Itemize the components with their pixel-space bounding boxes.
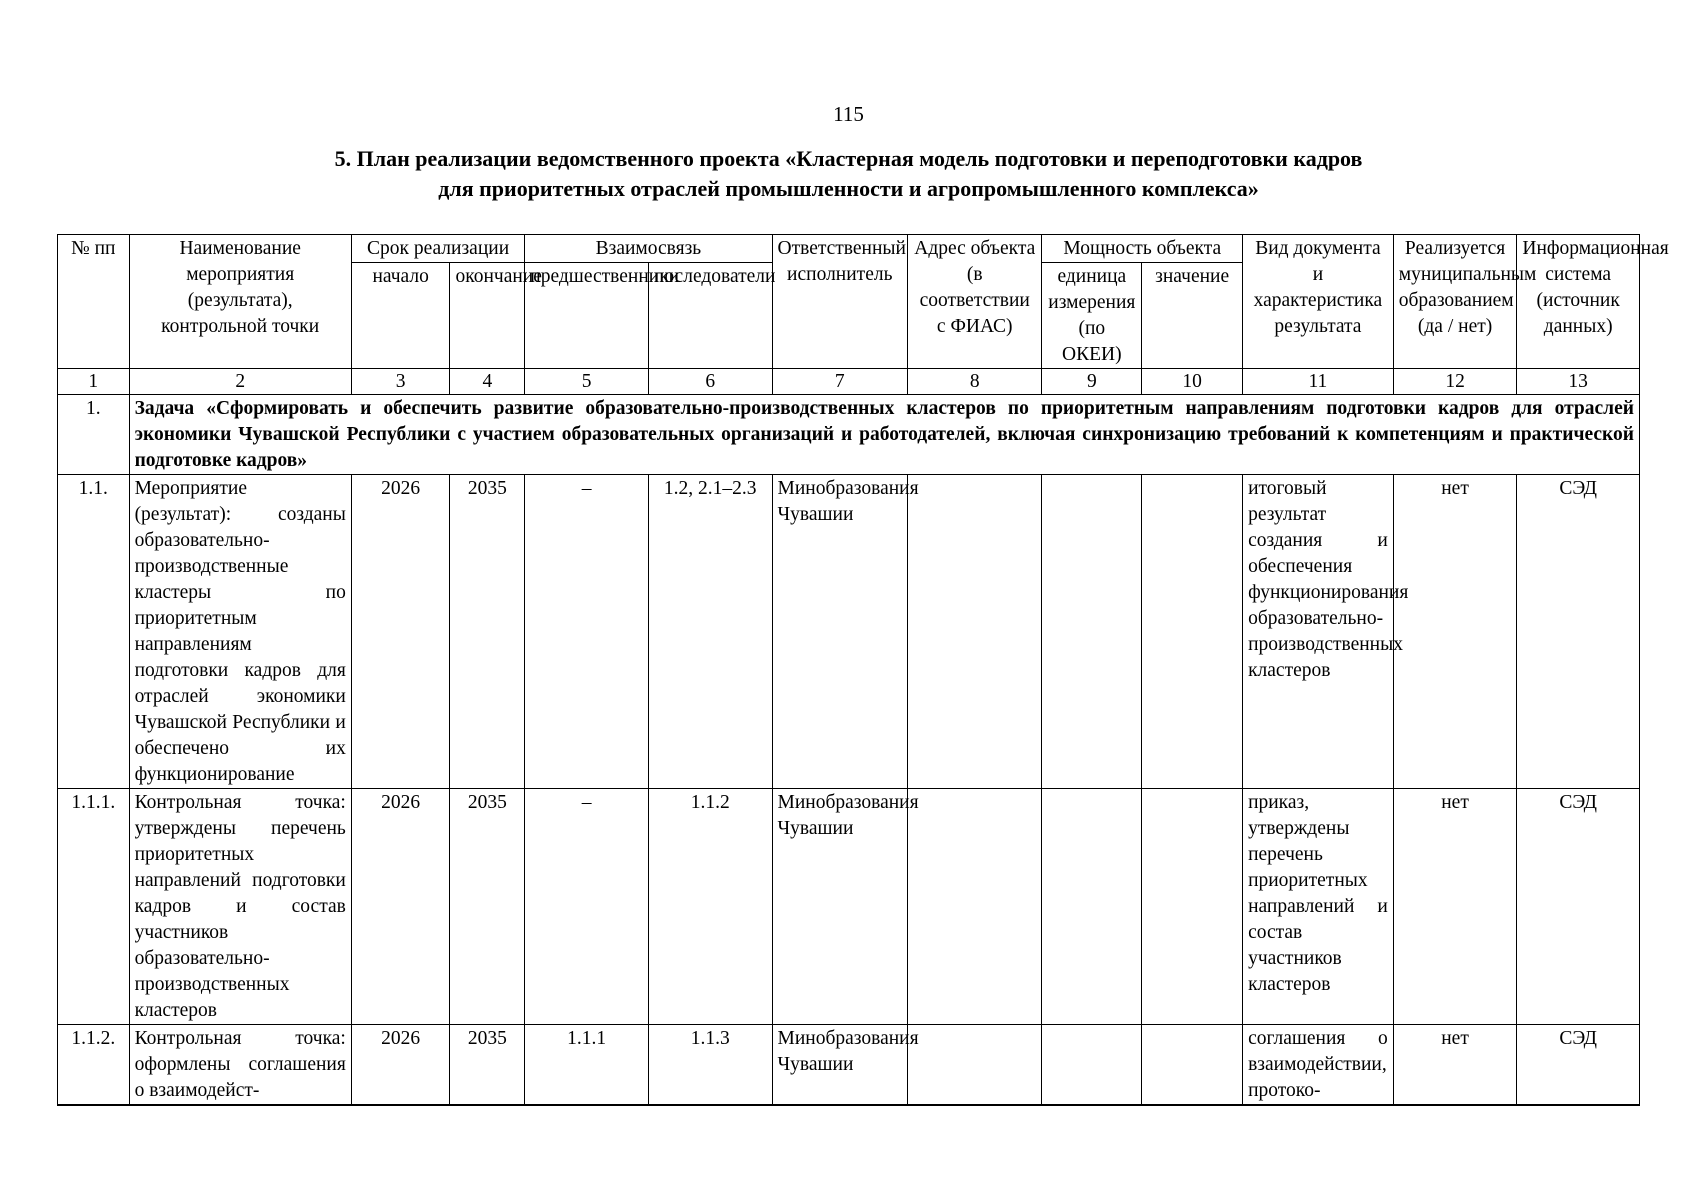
table-row [58, 475, 1640, 789]
task-text: Задача «Сформировать и обеспечить развитие образовательно-производственных кластеров по приоритетным направлениям подготовки кадров для отраслей экономики Чувашской Республики с участием образовательных организаций и работодателей, включая синхронизацию требований к компетенциям и практической подготовке кадров» [129, 395, 1639, 475]
table-row [58, 789, 1640, 1025]
row-address [908, 1025, 1042, 1106]
column-number: 12 [1393, 369, 1517, 395]
row-value [1142, 789, 1243, 1025]
header-capacity-value: значение [1142, 263, 1243, 369]
row-name: Мероприятие (результат): созданы образовательно-производственные кластеры по приоритетным направлениям подготовки кадров для отраслей экономики Чувашской Республики и обеспечено их функционирование [129, 475, 351, 789]
column-number: 1 [58, 369, 130, 395]
row-doc: соглашения о взаимодействии, протоко- [1243, 1025, 1394, 1106]
row-municipal: нет [1393, 1025, 1517, 1106]
row-number: 1.1.2. [58, 1025, 130, 1106]
row-municipal: нет [1393, 789, 1517, 1025]
column-number: 2 [129, 369, 351, 395]
row-name: Контрольная точка: оформлены соглашения о взаимодейст- [129, 1025, 351, 1106]
column-number: 3 [351, 369, 450, 395]
header-num: № пп [58, 235, 130, 369]
row-system: СЭД [1517, 789, 1640, 1025]
header-term-start: начало [351, 263, 450, 369]
row-end: 2035 [450, 475, 525, 789]
header-capacity-unit: единица измерения (по ОКЕИ) [1042, 263, 1142, 369]
header-link-prev: предшественники [525, 263, 649, 369]
header-municipal: Реализуется муниципальным образованием (да / нет) [1393, 235, 1517, 369]
header-link: Взаимосвязь [525, 235, 772, 263]
row-next: 1.1.3 [648, 1025, 772, 1106]
row-number: 1.1. [58, 475, 130, 789]
column-number-row [58, 369, 1640, 395]
header-term-end: окончание [450, 263, 525, 369]
column-number: 5 [525, 369, 649, 395]
row-system: СЭД [1517, 475, 1640, 789]
column-number: 8 [908, 369, 1042, 395]
document-title [0, 144, 1697, 204]
row-doc: приказ, утверждены перечень приоритетных направлений и состав участников кластеров [1243, 789, 1394, 1025]
row-start: 2026 [351, 1025, 450, 1106]
column-number: 7 [772, 369, 908, 395]
title-line-2: для приоритетных отраслей промышленности и агропромышленного комплекса» [438, 176, 1259, 201]
row-doc: итоговый результат создания и обеспечения функционирования образовательно-производственных кластеров [1243, 475, 1394, 789]
page-number: 115 [833, 102, 864, 126]
row-end: 2035 [450, 1025, 525, 1106]
header-capacity: Мощность объекта [1042, 235, 1243, 263]
header-link-next: последователи [648, 263, 772, 369]
row-municipal: нет [1393, 475, 1517, 789]
header-address: Адрес объекта (в соответствии с ФИАС) [908, 235, 1042, 369]
header-row-1 [58, 235, 1640, 263]
row-address [908, 789, 1042, 1025]
column-number: 13 [1517, 369, 1640, 395]
row-start: 2026 [351, 789, 450, 1025]
row-unit [1042, 1025, 1142, 1106]
row-system: СЭД [1517, 1025, 1640, 1106]
row-unit [1042, 475, 1142, 789]
column-number: 11 [1243, 369, 1394, 395]
header-term: Срок реализации [351, 235, 524, 263]
row-value [1142, 475, 1243, 789]
row-address [908, 475, 1042, 789]
row-responsible: Минобразования Чувашии [772, 475, 908, 789]
task-number: 1. [58, 395, 130, 475]
row-prev: – [525, 789, 649, 1025]
row-end: 2035 [450, 789, 525, 1025]
column-number: 10 [1142, 369, 1243, 395]
row-unit [1042, 789, 1142, 1025]
row-next: 1.1.2 [648, 789, 772, 1025]
row-name: Контрольная точка: утверждены перечень приоритетных направлений подготовки кадров и состав участников образовательно-производственных кластеров [129, 789, 351, 1025]
plan-table [57, 234, 1669, 1106]
row-next: 1.2, 2.1–2.3 [648, 475, 772, 789]
row-responsible: Минобразования Чувашии [772, 1025, 908, 1106]
column-number: 6 [648, 369, 772, 395]
header-doc-type: Вид документа и характеристика результата [1243, 235, 1394, 369]
task-row [58, 395, 1640, 475]
header-name: Наименование мероприятия (результата), контрольной точки [129, 235, 351, 369]
row-start: 2026 [351, 475, 450, 789]
row-responsible: Минобразования Чувашии [772, 789, 908, 1025]
header-responsible: Ответственный исполнитель [772, 235, 908, 369]
column-number: 4 [450, 369, 525, 395]
row-number: 1.1.1. [58, 789, 130, 1025]
table-row [58, 1025, 1640, 1106]
title-line-1: 5. План реализации ведомственного проекта «Кластерная модель подготовки и переподготовки кадров [334, 146, 1363, 171]
column-number: 9 [1042, 369, 1142, 395]
row-prev: 1.1.1 [525, 1025, 649, 1106]
header-info-system: Информационная система (источник данных) [1517, 235, 1640, 369]
row-prev: – [525, 475, 649, 789]
row-value [1142, 1025, 1243, 1106]
